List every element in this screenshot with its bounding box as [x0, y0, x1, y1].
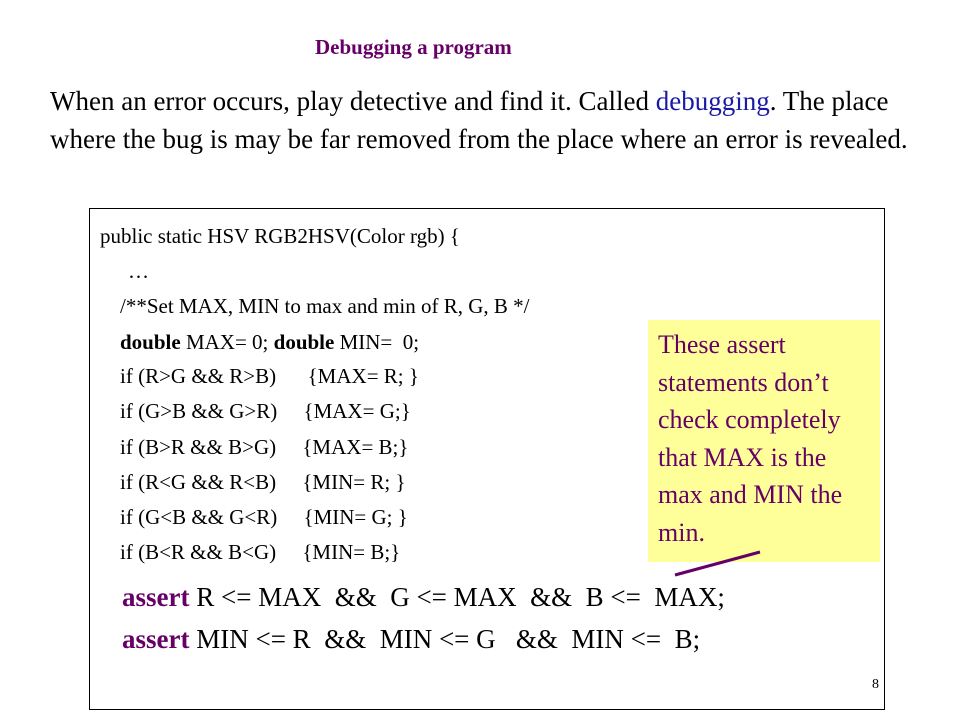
intro-text-after: . The place where the bug is may be far removed from the place where an error is revealed. [50, 86, 908, 154]
assert-max-expression: R <= MAX && G <= MAX && B <= MAX; [189, 582, 725, 612]
keyword-double: double [273, 330, 335, 354]
page-number: 8 [872, 677, 879, 692]
code-if-line: if (G>B && G>R) {MAX= G;} [120, 399, 411, 423]
code-if-line: if (R<G && R<B) {MIN= R; } [120, 470, 406, 494]
assert-min-expression: MIN <= R && MIN <= G && MIN <= B; [189, 624, 701, 654]
code-if-line: if (R>G && R>B) {MAX= R; } [120, 364, 419, 388]
slide-title: Debugging a program [315, 35, 512, 59]
code-comment: /**Set MAX, MIN to max and min of R, G, B */ [120, 294, 530, 318]
code-if-line: if (B<R && B<G) {MIN= B;} [120, 540, 401, 564]
callout-note: These assert statements don’t check completely that MAX is the max and MIN the min. [648, 320, 880, 562]
intro-text-before: When an error occurs, play detective and find it. Called [50, 86, 656, 116]
code-if-line: if (B>R && B>G) {MAX= B;} [120, 435, 409, 459]
intro-highlight: debugging [655, 86, 770, 116]
code-signature: public static HSV RGB2HSV(Color rgb) { [100, 224, 460, 248]
keyword-double: double [120, 330, 181, 354]
decl-min: MIN= 0; [334, 330, 420, 354]
keyword-assert: assert [122, 582, 190, 612]
code-if-line: if (G<B && G<R) {MIN= G; } [120, 505, 408, 529]
code-ellipsis: … [128, 259, 149, 283]
keyword-assert: assert [122, 624, 190, 654]
decl-max: MAX= 0; [180, 330, 274, 354]
